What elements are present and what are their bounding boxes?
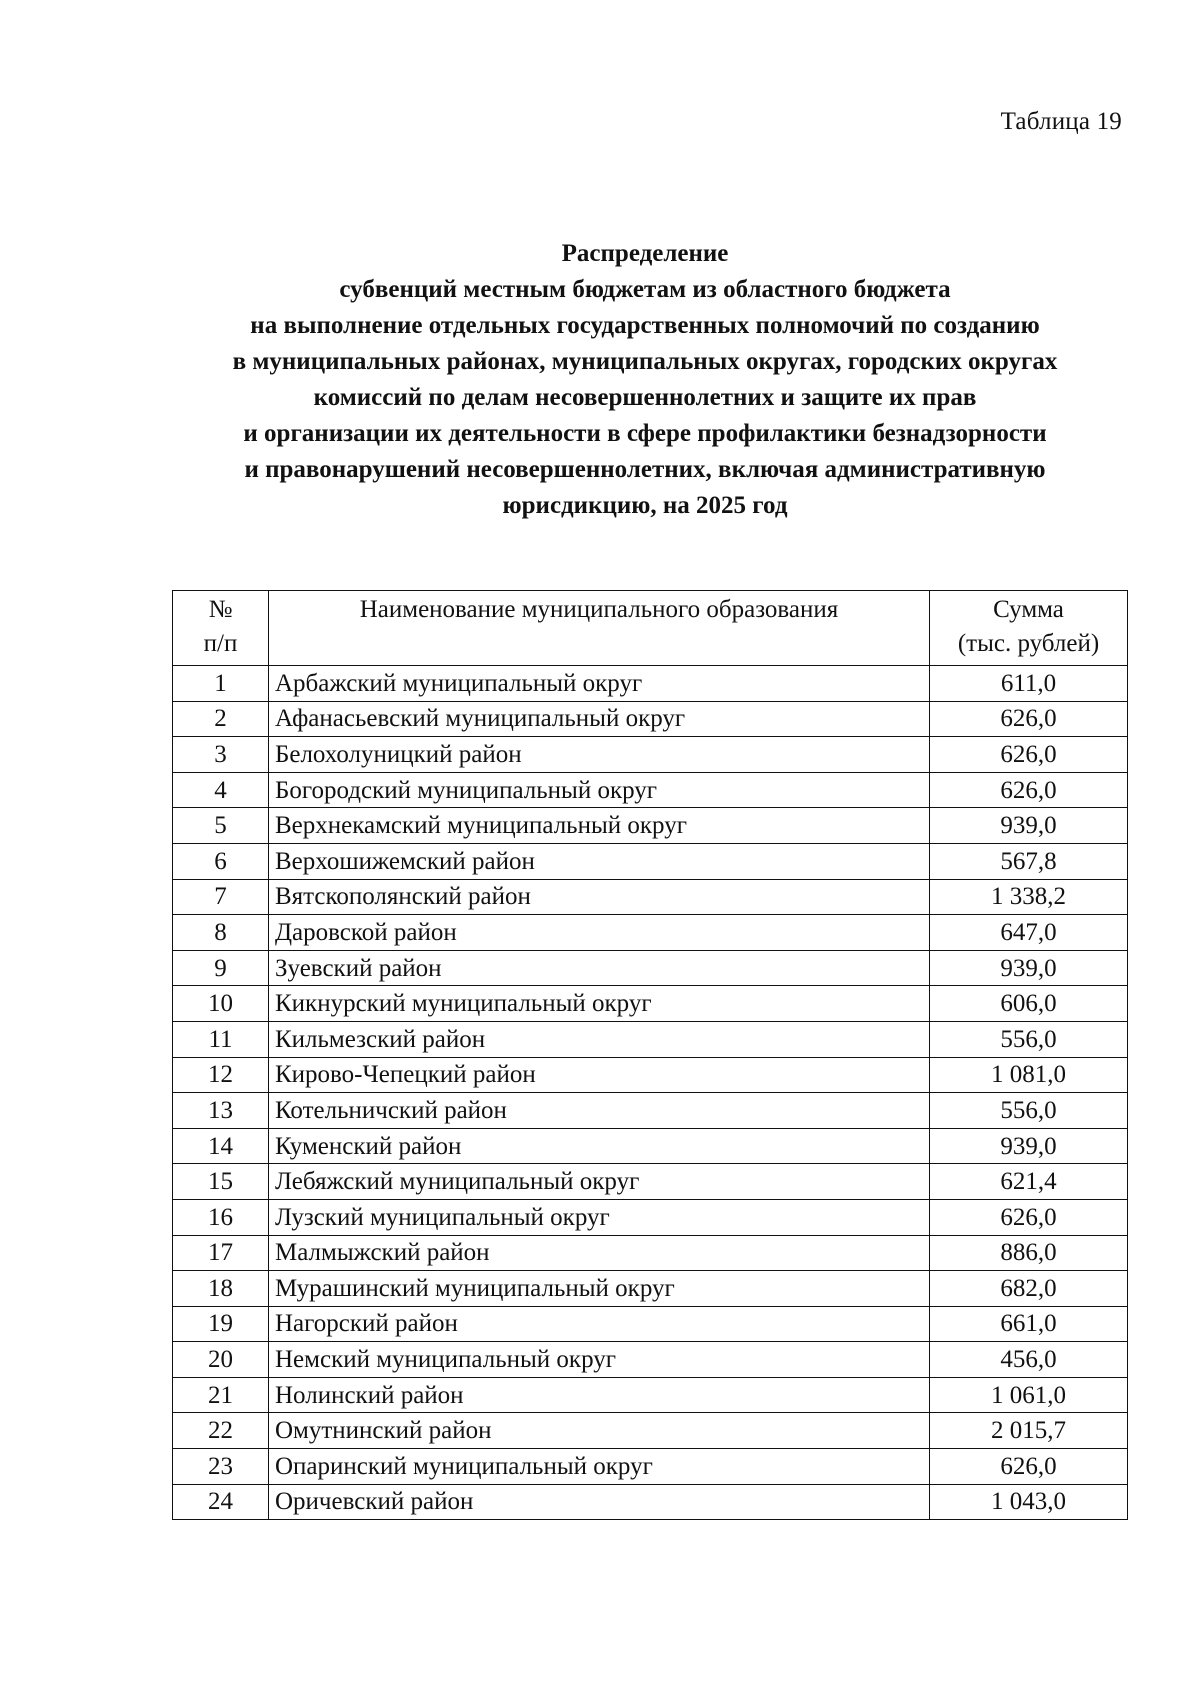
table-row xyxy=(173,1093,1128,1129)
subvention-amount: 556,0 xyxy=(930,1021,1128,1057)
header-number-line: п/п xyxy=(203,630,238,657)
row-number: 7 xyxy=(173,879,269,915)
row-number: 24 xyxy=(173,1484,269,1520)
table-row xyxy=(173,772,1128,808)
row-number: 3 xyxy=(173,737,269,773)
row-number: 10 xyxy=(173,986,269,1022)
header-number xyxy=(173,591,269,666)
subvention-amount: 1 338,2 xyxy=(930,879,1128,915)
title-line: в муниципальных районах, муниципальных округах, городских округах xyxy=(232,348,1058,375)
subvention-amount: 886,0 xyxy=(930,1235,1128,1271)
distribution-table-wrapper xyxy=(172,590,1127,1520)
subvention-amount: 626,0 xyxy=(930,1199,1128,1235)
table-row xyxy=(173,1235,1128,1271)
table-body xyxy=(173,666,1128,1520)
subvention-amount: 1 061,0 xyxy=(930,1377,1128,1413)
municipality-name: Лебяжский муниципальный округ xyxy=(269,1164,930,1200)
subvention-amount: 611,0 xyxy=(930,666,1128,702)
row-number: 13 xyxy=(173,1093,269,1129)
municipality-name: Вятскополянский район xyxy=(269,879,930,915)
table-row xyxy=(173,1128,1128,1164)
row-number: 14 xyxy=(173,1128,269,1164)
table-row xyxy=(173,950,1128,986)
row-number: 16 xyxy=(173,1199,269,1235)
row-number: 2 xyxy=(173,701,269,737)
distribution-table xyxy=(172,590,1128,1520)
table-row xyxy=(173,1342,1128,1378)
municipality-name: Мурашинский муниципальный округ xyxy=(269,1271,930,1307)
subvention-amount: 661,0 xyxy=(930,1306,1128,1342)
row-number: 4 xyxy=(173,772,269,808)
subvention-amount: 682,0 xyxy=(930,1271,1128,1307)
municipality-name: Афанасьевский муниципальный округ xyxy=(269,701,930,737)
municipality-name: Куменский район xyxy=(269,1128,930,1164)
header-name: Наименование муниципального образования xyxy=(269,591,930,666)
table-row xyxy=(173,1377,1128,1413)
municipality-name: Богородский муниципальный округ xyxy=(269,772,930,808)
row-number: 17 xyxy=(173,1235,269,1271)
table-row xyxy=(173,1484,1128,1520)
row-number: 20 xyxy=(173,1342,269,1378)
table-row xyxy=(173,1199,1128,1235)
table-row xyxy=(173,737,1128,773)
table-row xyxy=(173,915,1128,951)
row-number: 12 xyxy=(173,1057,269,1093)
row-number: 6 xyxy=(173,843,269,879)
table-header-row xyxy=(173,591,1128,666)
municipality-name: Оричевский район xyxy=(269,1484,930,1520)
table-row xyxy=(173,1057,1128,1093)
municipality-name: Зуевский район xyxy=(269,950,930,986)
row-number: 5 xyxy=(173,808,269,844)
subvention-amount: 939,0 xyxy=(930,1128,1128,1164)
subvention-amount: 556,0 xyxy=(930,1093,1128,1129)
table-row xyxy=(173,666,1128,702)
table-row xyxy=(173,1306,1128,1342)
municipality-name: Малмыжский район xyxy=(269,1235,930,1271)
header-sum xyxy=(930,591,1128,666)
municipality-name: Верхошижемский район xyxy=(269,843,930,879)
table-row xyxy=(173,1021,1128,1057)
subvention-amount: 626,0 xyxy=(930,737,1128,773)
header-number-line: № xyxy=(208,596,233,623)
table-row xyxy=(173,1271,1128,1307)
municipality-name: Даровской район xyxy=(269,915,930,951)
title-line: и организации их деятельности в сфере профилактики безнадзорности xyxy=(243,420,1047,447)
table-row xyxy=(173,1449,1128,1485)
subvention-amount: 567,8 xyxy=(930,843,1128,879)
municipality-name: Котельничский район xyxy=(269,1093,930,1129)
table-row xyxy=(173,843,1128,879)
subvention-amount: 626,0 xyxy=(930,701,1128,737)
title-line: и правонарушений несовершеннолетних, включая административную xyxy=(244,456,1046,483)
municipality-name: Верхнекамский муниципальный округ xyxy=(269,808,930,844)
title-line: субвенций местным бюджетам из областного бюджета xyxy=(339,276,951,303)
row-number: 11 xyxy=(173,1021,269,1057)
row-number: 8 xyxy=(173,915,269,951)
municipality-name: Белохолуницкий район xyxy=(269,737,930,773)
table-row xyxy=(173,1164,1128,1200)
subvention-amount: 621,4 xyxy=(930,1164,1128,1200)
table-number: Таблица 19 xyxy=(1000,108,1122,135)
table-row xyxy=(173,808,1128,844)
row-number: 23 xyxy=(173,1449,269,1485)
municipality-name: Опаринский муниципальный округ xyxy=(269,1449,930,1485)
table-row xyxy=(173,1413,1128,1449)
municipality-name: Кирово-Чепецкий район xyxy=(269,1057,930,1093)
municipality-name: Лузский муниципальный округ xyxy=(269,1199,930,1235)
header-sum-line: Сумма xyxy=(993,596,1064,623)
row-number: 18 xyxy=(173,1271,269,1307)
subvention-amount: 456,0 xyxy=(930,1342,1128,1378)
row-number: 1 xyxy=(173,666,269,702)
title-line: юрисдикцию, на 2025 год xyxy=(502,492,788,519)
municipality-name: Омутнинский район xyxy=(269,1413,930,1449)
subvention-amount: 626,0 xyxy=(930,1449,1128,1485)
municipality-name: Арбажский муниципальный округ xyxy=(269,666,930,702)
title-line: на выполнение отдельных государственных полномочий по созданию xyxy=(250,312,1040,339)
title-line: комиссий по делам несовершеннолетних и защите их прав xyxy=(313,384,977,411)
municipality-name: Кикнурский муниципальный округ xyxy=(269,986,930,1022)
municipality-name: Нагорский район xyxy=(269,1306,930,1342)
subvention-amount: 606,0 xyxy=(930,986,1128,1022)
subvention-amount: 939,0 xyxy=(930,950,1128,986)
subvention-amount: 1 043,0 xyxy=(930,1484,1128,1520)
document-title xyxy=(160,236,1130,524)
subvention-amount: 626,0 xyxy=(930,772,1128,808)
table-row xyxy=(173,879,1128,915)
subvention-amount: 1 081,0 xyxy=(930,1057,1128,1093)
municipality-name: Кильмезский район xyxy=(269,1021,930,1057)
row-number: 21 xyxy=(173,1377,269,1413)
table-row xyxy=(173,701,1128,737)
subvention-amount: 647,0 xyxy=(930,915,1128,951)
row-number: 9 xyxy=(173,950,269,986)
subvention-amount: 2 015,7 xyxy=(930,1413,1128,1449)
table-row xyxy=(173,986,1128,1022)
header-sum-line: (тыс. рублей) xyxy=(957,630,1100,657)
row-number: 22 xyxy=(173,1413,269,1449)
row-number: 15 xyxy=(173,1164,269,1200)
title-line: Распределение xyxy=(561,240,729,267)
row-number: 19 xyxy=(173,1306,269,1342)
subvention-amount: 939,0 xyxy=(930,808,1128,844)
municipality-name: Немский муниципальный округ xyxy=(269,1342,930,1378)
municipality-name: Нолинский район xyxy=(269,1377,930,1413)
